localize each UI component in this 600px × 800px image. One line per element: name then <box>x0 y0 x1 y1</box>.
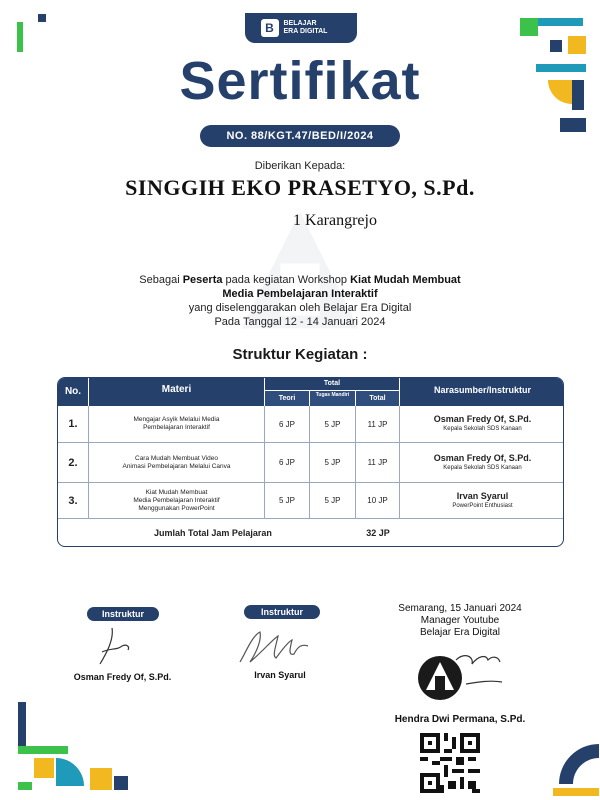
certificate-title: Sertifikat <box>179 51 421 111</box>
row-2-tugas: 5 JP <box>324 458 341 467</box>
row-1-materi: Mengajar Asyik Melalui Media Pembelajaran Interaktif <box>133 416 220 431</box>
row-3-teori: 5 JP <box>278 496 295 505</box>
header-total-sub: Total <box>356 391 399 406</box>
corner-decoration-bottom-left <box>0 690 140 800</box>
manager-block <box>370 603 550 639</box>
middle-signature-icon <box>232 622 322 670</box>
row-2-narasumber: Osman Fredy Of, S.Pd. Kepala Sekolah SDS Kanaan <box>433 452 532 471</box>
row-1-total: 11 JP <box>367 419 388 429</box>
left-instructor-tag: Instruktur <box>87 607 159 621</box>
brand-line-2: ERA DIGITAL <box>283 28 328 35</box>
qr-code-icon <box>420 733 480 793</box>
brand-name <box>284 20 342 36</box>
manager-title: Manager Youtube <box>420 615 500 626</box>
row-3-materi: Kiat Mudah Membuat Media Pembelajaran Interaktif Menggunakan PowerPoint <box>133 488 220 512</box>
header-no: No. <box>58 378 88 406</box>
header-teori: Teori <box>265 391 309 406</box>
corner-decoration-bottom-right <box>545 730 600 800</box>
row-2-no: 2. <box>68 456 78 469</box>
description-line-1: Sebagai Peserta pada kegiatan Workshop Kiat Mudah Membuat <box>139 274 461 286</box>
row-1-tugas: 5 JP <box>324 419 341 429</box>
given-to-label: Diberikan Kepada: <box>254 160 346 172</box>
place-date: Semarang, 15 Januari 2024 <box>398 603 522 614</box>
row-2-total: 11 JP <box>367 458 388 467</box>
certificate-number: NO. 88/KGT.47/BED/I/2024 <box>200 125 400 147</box>
brand-logo-icon: B <box>261 19 279 37</box>
middle-instructor-tag: Instruktur <box>244 605 320 619</box>
total-hours-label: Jumlah Total Jam Pelajaran <box>154 528 272 538</box>
total-hours-value: 32 JP <box>366 528 390 538</box>
manager-name: Hendra Dwi Permana, S.Pd. <box>394 714 526 725</box>
row-2-materi: Cara Mudah Membuat Video Animasi Pembelajaran Melalui Canva <box>122 454 231 470</box>
description-line-4: Pada Tanggal 12 - 14 Januari 2024 <box>214 316 386 328</box>
header-total: Total <box>265 378 399 390</box>
left-signature-icon <box>92 622 142 670</box>
row-1-narasumber: Osman Fredy Of, S.Pd. Kepala Sekolah SDS Kanaan <box>433 414 532 432</box>
header-narasumber: Narasumber/Instruktur <box>400 378 564 406</box>
recipient-school: 1 Karangrejo <box>293 212 377 229</box>
row-1-no: 1. <box>68 418 78 430</box>
left-instructor-name: Osman Fredy Of, S.Pd. <box>73 672 172 682</box>
activity-table <box>57 377 564 547</box>
description <box>0 273 600 329</box>
row-3-no: 3. <box>68 494 78 507</box>
middle-instructor-name: Irvan Syarul <box>254 670 306 680</box>
row-3-narasumber: Irvan Syarul PowerPoint Enthusiast <box>452 490 513 509</box>
row-3-total: 10 JP <box>367 496 388 505</box>
manager-stamp-logo-icon <box>416 648 516 704</box>
brand-line-1: BELAJAR <box>283 20 317 27</box>
header-tugas-mandiri: Tugas Mandiri <box>310 391 355 406</box>
manager-org: Belajar Era Digital <box>419 627 501 638</box>
row-3-tugas: 5 JP <box>324 496 341 505</box>
header-materi: Materi <box>89 378 264 406</box>
brand-badge <box>245 13 357 43</box>
recipient-name: SINGGIH EKO PRASETYO, S.Pd. <box>125 175 475 200</box>
description-line-3: yang diselenggarakan oleh Belajar Era Digital <box>188 302 412 314</box>
structure-title: Struktur Kegiatan : <box>232 346 368 363</box>
description-line-2: Media Pembelajaran Interaktif <box>222 288 378 300</box>
row-2-teori: 6 JP <box>278 458 295 467</box>
row-1-teori: 6 JP <box>278 419 295 429</box>
